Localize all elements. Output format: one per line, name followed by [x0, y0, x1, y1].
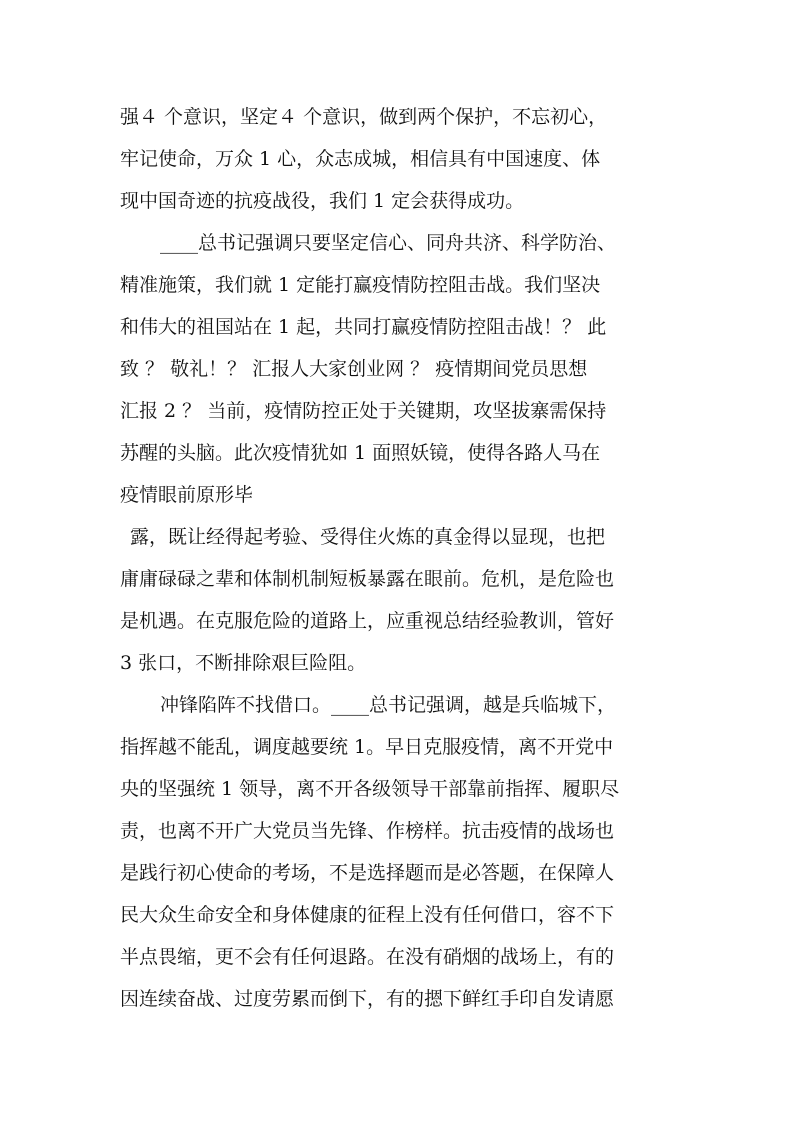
text-line: 冲锋陷阵不找借口。____总书记强调，越是兵临城下，	[160, 694, 617, 716]
text-line: 因连续奋战、过度劳累而倒下，有的摁下鲜红手印自发请愿	[120, 988, 615, 1010]
text-line: 庸庸碌碌之辈和体制机制短板暴露在眼前。危机，是危险也	[120, 568, 615, 590]
text-line: 强４ 个意识，坚定４ 个意识，做到两个保护，不忘初心，	[120, 106, 608, 128]
text-line: 牢记使命，万众 1 心，众志成城，相信具有中国速度、体	[120, 148, 601, 170]
text-line: 精准施策，我们就 1 定能打赢疫情防控阻击战。我们坚决	[120, 274, 601, 296]
text-line: 是践行初心使命的考场，不是选择题而是必答题，在保障人	[120, 862, 615, 884]
text-line: 是机遇。在克服危险的道路上，应重视总结经验教训，管好	[120, 610, 615, 632]
text-line: 民大众生命安全和身体健康的征程上没有任何借口，容不下	[120, 904, 615, 926]
text-line: 半点畏缩，更不会有任何退路。在没有硝烟的战场上，有的	[120, 946, 615, 968]
text-line: 汇报 2 ？ 当前，疫情防控正处于关键期，攻坚拔寨需保持	[120, 400, 607, 422]
text-line: 和伟大的祖国站在 1 起，共同打赢疫情防控阻击战！？ 此	[120, 316, 607, 338]
text-line: 现中国奇迹的抗疫战役，我们 1 定会获得成功。	[120, 190, 525, 212]
text-line: 致 ？ 敬礼！？ 汇报人大家创业网 ？ 疫情期间党员思想	[120, 358, 588, 380]
text-line: ____总书记强调只要坚定信心、同舟共济、科学防治、	[160, 232, 617, 254]
text-line: 苏醒的头脑。此次疫情犹如 1 面照妖镜，使得各路人马在	[120, 442, 601, 464]
text-line: 露，既让经得起考验、受得住火炼的真金得以显现，也把	[130, 526, 606, 548]
text-line: 责，也离不开广大党员当先锋、作榜样。抗击疫情的战场也	[120, 820, 615, 842]
text-line: 疫情眼前原形毕	[120, 484, 254, 506]
text-line: 央的坚强统 1 领导，离不开各级领导干部靠前指挥、履职尽	[120, 778, 620, 800]
text-line: 3 张口，不断排除艰巨险阻。	[120, 652, 367, 674]
text-line: 指挥越不能乱，调度越要统 1。早日克服疫情，离不开党中	[120, 736, 614, 758]
